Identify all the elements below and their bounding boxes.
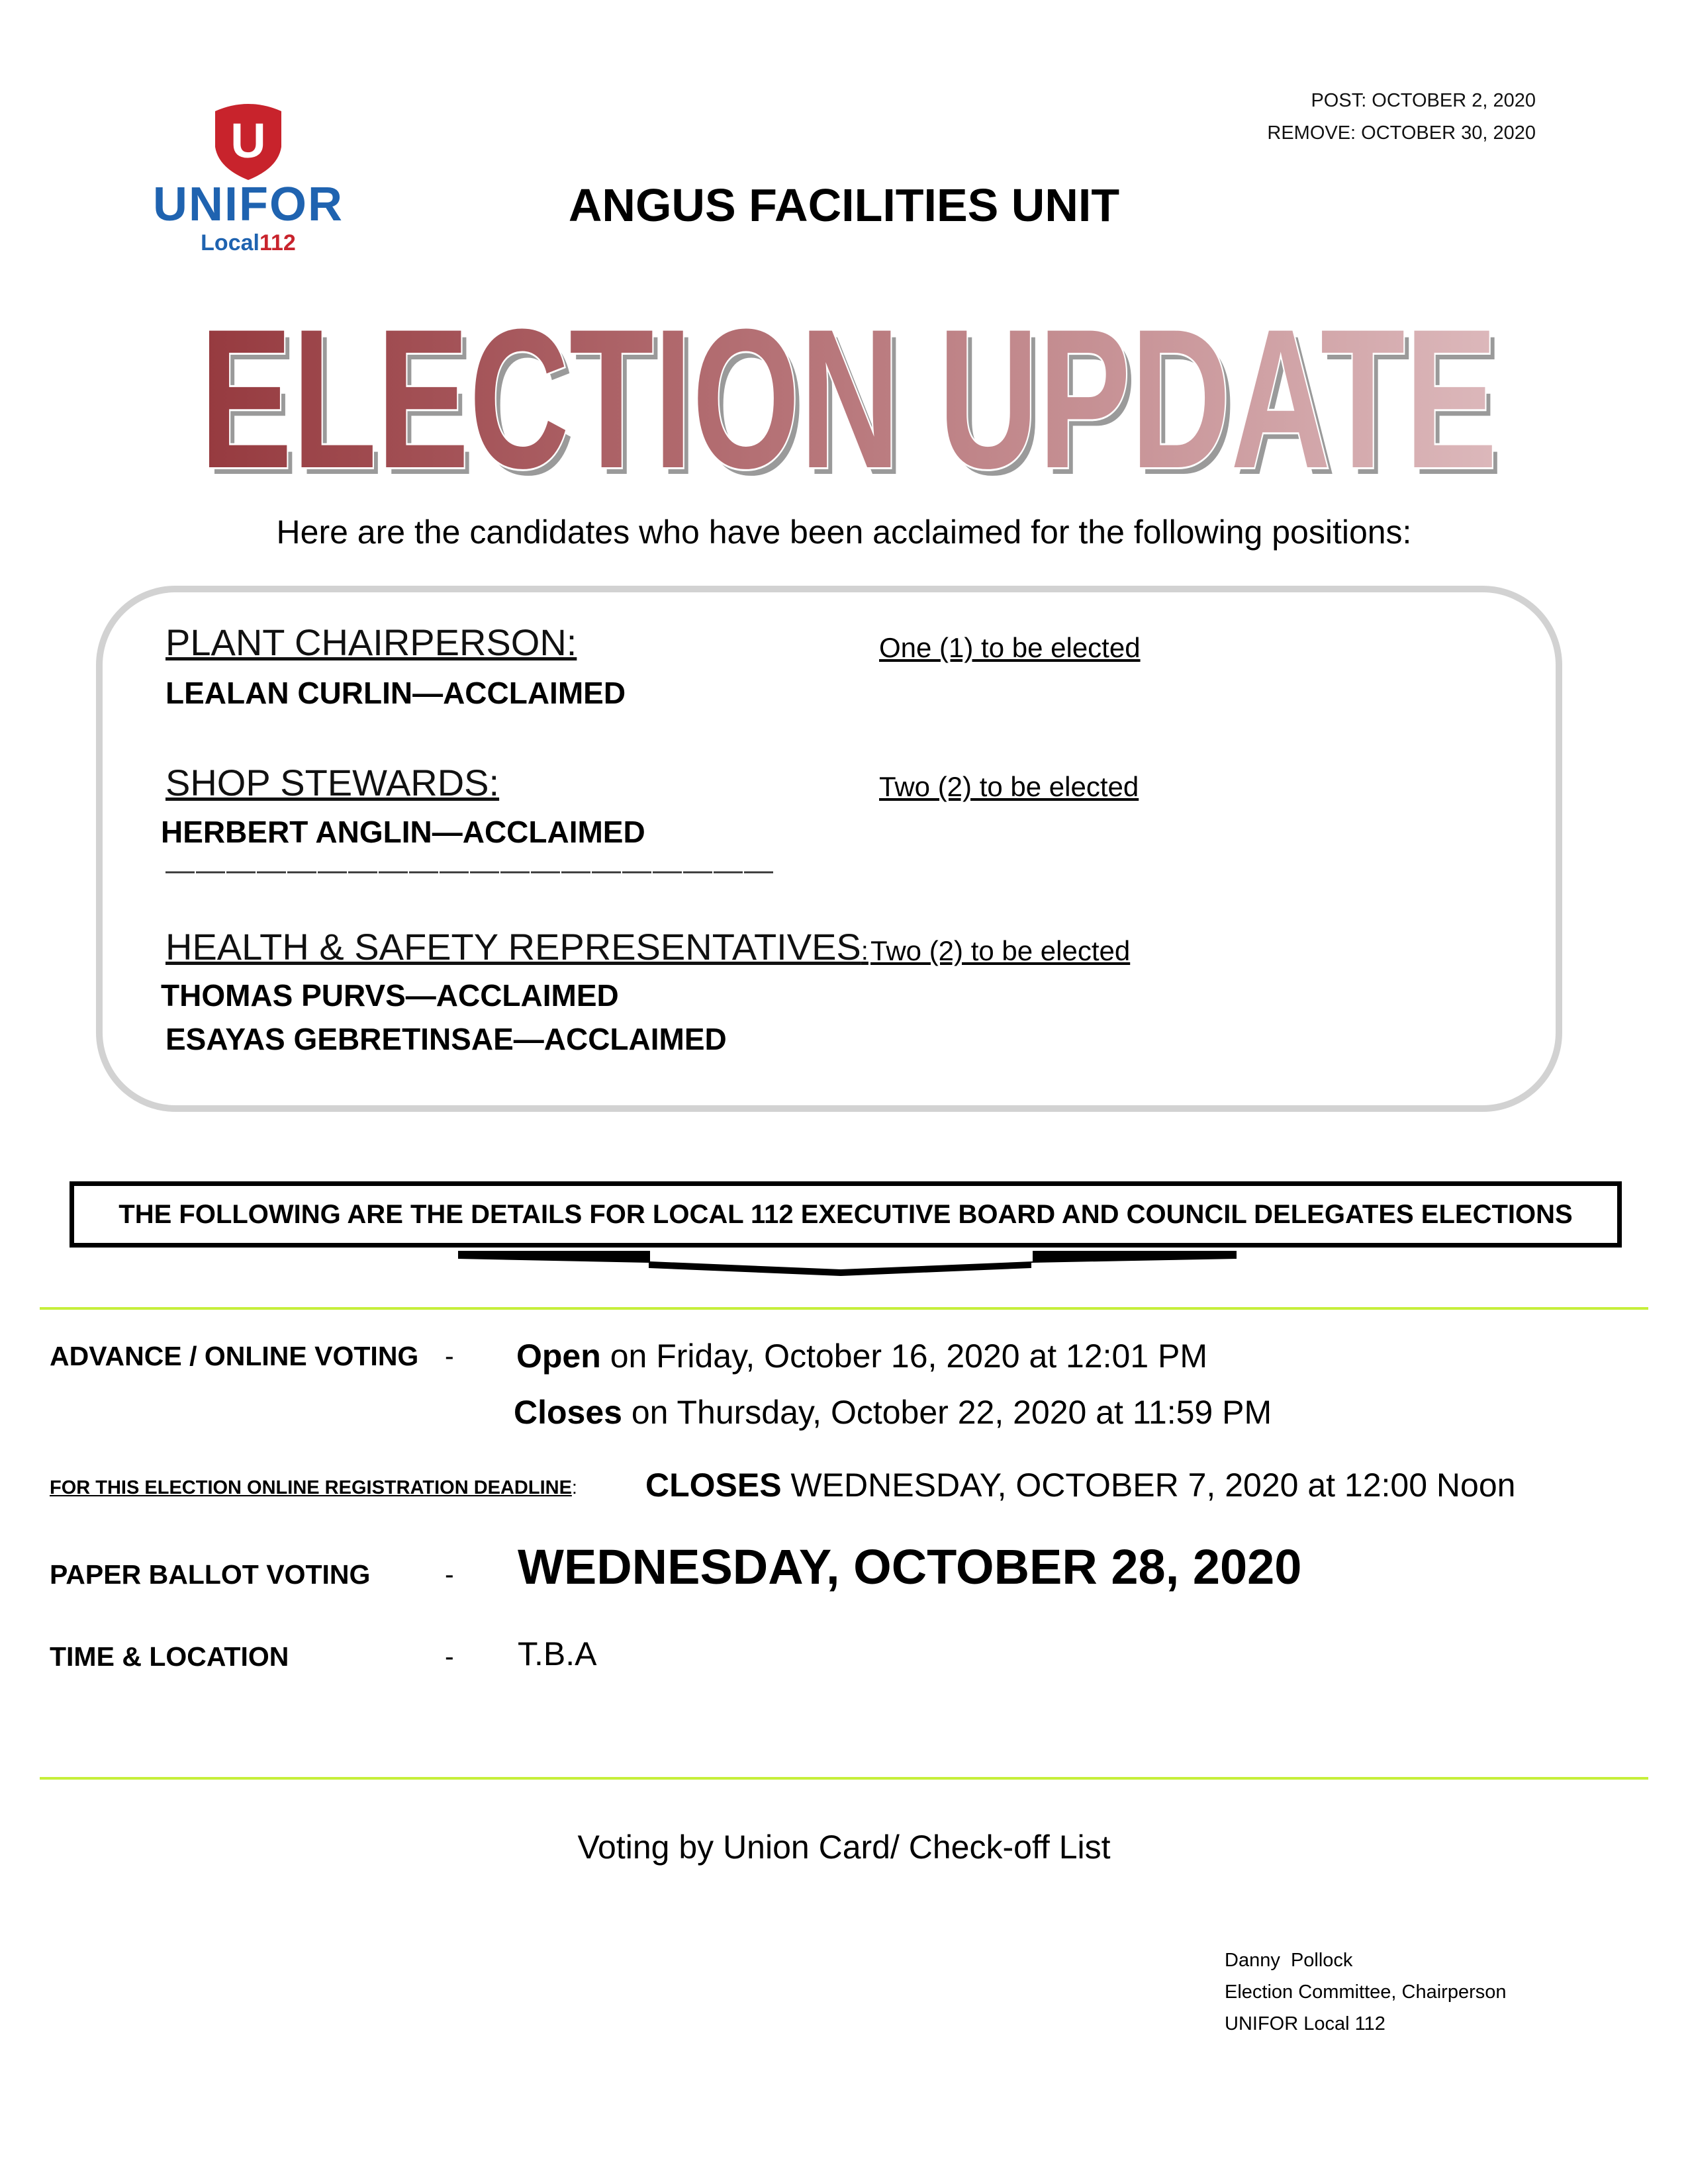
candidate-name: ESAYAS GEBRETINSAE—ACCLAIMED [165, 1022, 727, 1056]
posting-dates [1267, 85, 1536, 150]
logo-wordmark: UNIFOR [153, 178, 344, 231]
advance-close-text: Closes on Thursday, October 22, 2020 at 11:59 PM [514, 1394, 1272, 1431]
signature-block [1225, 1944, 1507, 2040]
svg-text:U: U [230, 113, 266, 168]
details-header-box [70, 1181, 1622, 1248]
position-title-plant-chair: PLANT CHAIRPERSON: [165, 621, 577, 663]
position-title-shop-stewards: SHOP STEWARDS: [165, 762, 500, 803]
candidate-name: THOMAS PURVS—ACCLAIMED [161, 978, 619, 1013]
time-location-label: TIME & LOCATION [50, 1641, 289, 1672]
position-title-health-safety: HEALTH & SAFETY REPRESENTATIVES: [165, 926, 868, 968]
logo-local-number: 112 [259, 230, 296, 255]
svg-text:ELECTION UPDATE: ELECTION UPDATE [205, 311, 1503, 490]
divider-rule [40, 1307, 1648, 1310]
paper-ballot-label: PAPER BALLOT VOTING [50, 1559, 371, 1590]
advance-open-text: Open on Friday, October 16, 2020 at 12:01 PM [516, 1338, 1208, 1375]
svg-text:ELECTION UPDATE: ELECTION UPDATE [200, 311, 1497, 490]
logo-local [149, 230, 348, 256]
signature-org: UNIFOR Local 112 [1225, 2013, 1385, 2034]
separator-dash: - [445, 1559, 454, 1590]
registration-deadline-value: CLOSES WEDNESDAY, OCTOBER 7, 2020 at 12:00 Noon [645, 1467, 1516, 1504]
signature-name: Danny Pollock [1225, 1950, 1353, 1971]
registration-deadline-label: FOR THIS ELECTION ONLINE REGISTRATION DEADLINE: [50, 1477, 577, 1498]
candidate-name: HERBERT ANGLIN—ACCLAIMED [161, 815, 645, 849]
unit-title: ANGUS FACILITIES UNIT [568, 179, 1120, 231]
intro-text: Here are the candidates who have been acclaimed for the following positions: [276, 514, 1412, 551]
unifor-shield-icon [212, 99, 285, 181]
down-arrow-icon [457, 1244, 1238, 1291]
vacant-line: ———————————————————— [165, 854, 774, 886]
voting-note: Voting by Union Card/ Check-off List [577, 1829, 1111, 1866]
time-location-value: T.B.A [518, 1635, 597, 1672]
divider-rule [40, 1777, 1648, 1780]
paper-ballot-date: WEDNESDAY, OCTOBER 28, 2020 [518, 1539, 1302, 1594]
post-date: POST: OCTOBER 2, 2020 [1311, 90, 1536, 111]
remove-date: REMOVE: OCTOBER 30, 2020 [1267, 122, 1536, 144]
separator-dash: - [445, 1641, 454, 1672]
signature-role: Election Committee, Chairperson [1225, 1981, 1507, 2003]
logo-local-word: Local [201, 230, 259, 255]
election-update-banner [172, 311, 1529, 490]
candidate-name: LEALAN CURLIN—ACCLAIMED [165, 676, 626, 710]
separator-dash: - [445, 1341, 454, 1371]
position-count-plant-chair: One (1) to be elected [879, 632, 1141, 663]
details-header-text: THE FOLLOWING ARE THE DETAILS FOR LOCAL 112 EXECUTIVE BOARD AND COUNCIL DELEGATES ELECTIONS [118, 1199, 1573, 1229]
position-count-health-safety: Two (2) to be elected [870, 935, 1131, 966]
position-count-shop-stewards: Two (2) to be elected [879, 771, 1139, 802]
advance-voting-label: ADVANCE / ONLINE VOTING [50, 1341, 419, 1371]
